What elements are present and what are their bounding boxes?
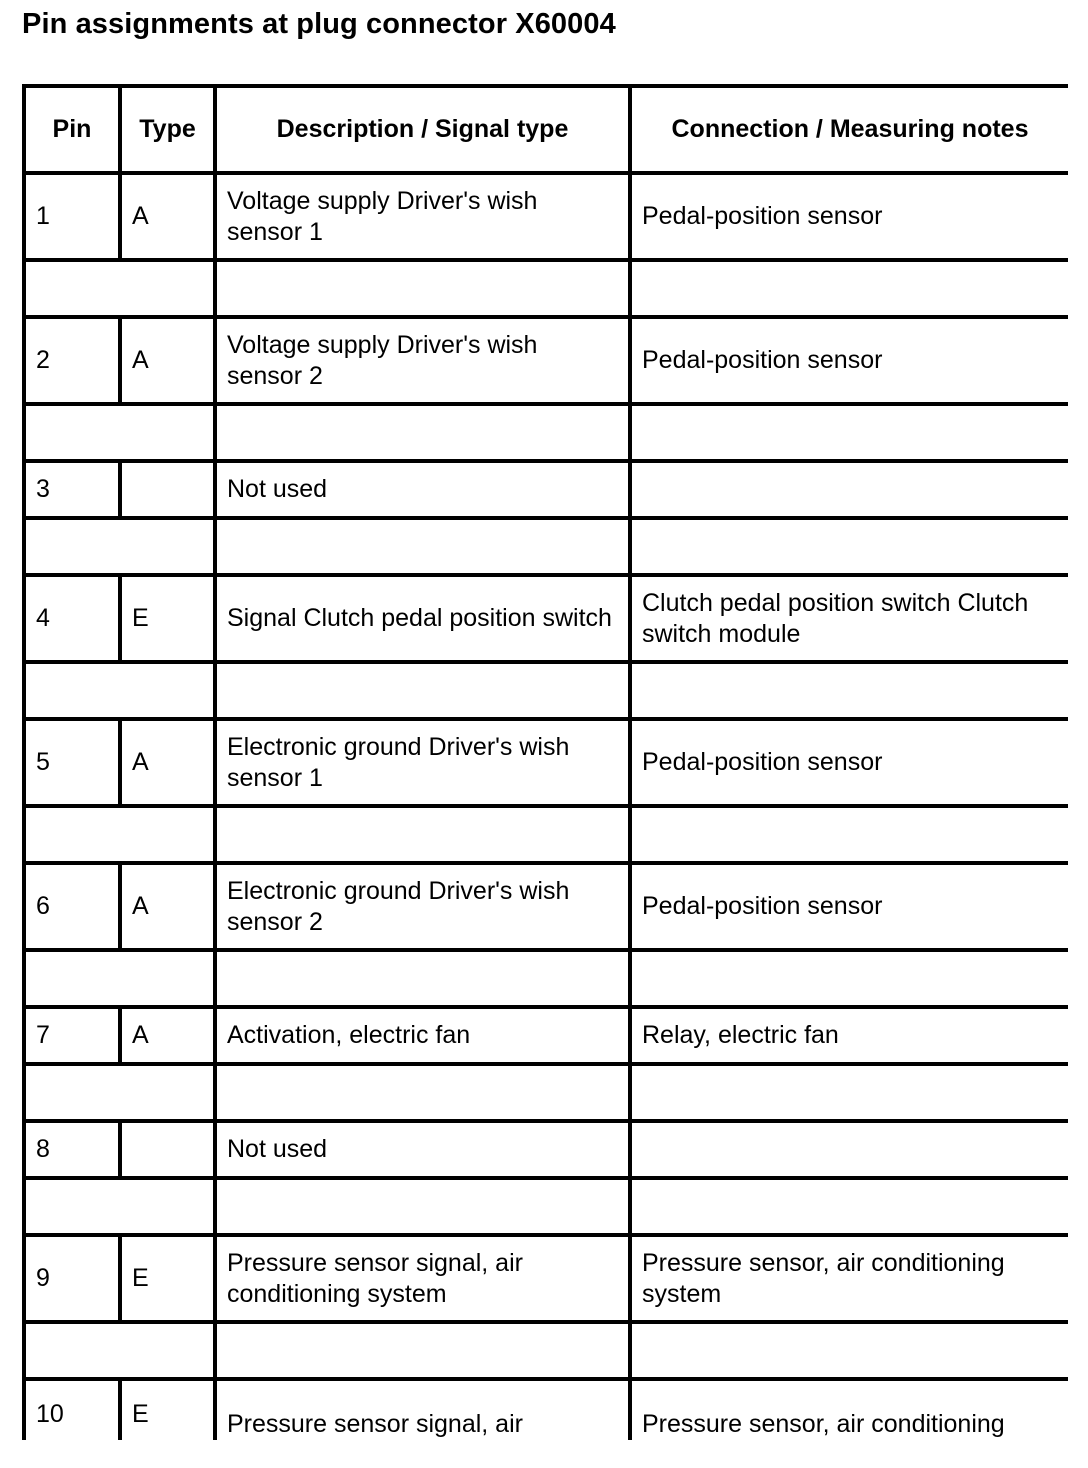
- pin-cell: 7: [24, 1007, 120, 1064]
- spacer-cell: [630, 1064, 1068, 1121]
- connection-cell: Pedal-position sensor: [630, 863, 1068, 950]
- pin-cell: 3: [24, 461, 120, 518]
- description-cell: Voltage supply Driver's wish sensor 2: [215, 317, 630, 404]
- pin-assignment-table: [22, 84, 1068, 1440]
- header-row: [24, 86, 1068, 173]
- spacer-cell: [24, 404, 215, 461]
- table-row: [24, 461, 1068, 518]
- spacer-cell: [630, 518, 1068, 575]
- spacer-row: [24, 260, 1068, 317]
- type-cell: [120, 461, 215, 518]
- spacer-row: [24, 1178, 1068, 1235]
- spacer-cell: [630, 404, 1068, 461]
- type-cell: E: [120, 1379, 215, 1440]
- table-row: [24, 1235, 1068, 1322]
- type-cell: A: [120, 863, 215, 950]
- pin-cell: 9: [24, 1235, 120, 1322]
- spacer-row: [24, 518, 1068, 575]
- pin-cell: 10: [24, 1379, 120, 1440]
- spacer-cell: [24, 806, 215, 863]
- spacer-row: [24, 1322, 1068, 1379]
- spacer-cell: [215, 404, 630, 461]
- spacer-row: [24, 1064, 1068, 1121]
- description-cell: Not used: [215, 1121, 630, 1178]
- header-description: Description / Signal type: [215, 86, 630, 173]
- spacer-cell: [24, 1322, 215, 1379]
- table-row: [24, 863, 1068, 950]
- pin-cell: 2: [24, 317, 120, 404]
- type-cell: E: [120, 575, 215, 662]
- spacer-cell: [630, 1322, 1068, 1379]
- page-title: Pin assignments at plug connector X60004: [22, 8, 616, 40]
- header-pin: Pin: [24, 86, 120, 173]
- spacer-cell: [215, 260, 630, 317]
- connection-cell: Pedal-position sensor: [630, 317, 1068, 404]
- pin-cell: 4: [24, 575, 120, 662]
- table-row: [24, 1379, 1068, 1440]
- connection-cell: [630, 461, 1068, 518]
- spacer-cell: [215, 1064, 630, 1121]
- spacer-cell: [215, 806, 630, 863]
- type-cell: A: [120, 1007, 215, 1064]
- connection-cell: Clutch pedal position switch Clutch switch module: [630, 575, 1068, 662]
- connection-cell: Pedal-position sensor: [630, 719, 1068, 806]
- connection-cell: Pressure sensor, air conditioning: [630, 1379, 1068, 1440]
- table-body: [24, 173, 1068, 1440]
- spacer-cell: [215, 662, 630, 719]
- spacer-cell: [24, 950, 215, 1007]
- type-cell: E: [120, 1235, 215, 1322]
- spacer-row: [24, 662, 1068, 719]
- description-cell: Activation, electric fan: [215, 1007, 630, 1064]
- description-cell: Voltage supply Driver's wish sensor 1: [215, 173, 630, 260]
- description-cell: Electronic ground Driver's wish sensor 1: [215, 719, 630, 806]
- type-cell: A: [120, 173, 215, 260]
- spacer-cell: [630, 950, 1068, 1007]
- table-row: [24, 1121, 1068, 1178]
- spacer-cell: [630, 806, 1068, 863]
- spacer-cell: [24, 260, 215, 317]
- type-cell: A: [120, 317, 215, 404]
- table-row: [24, 317, 1068, 404]
- connection-cell: Pressure sensor, air conditioning system: [630, 1235, 1068, 1322]
- pin-assignment-table-container: [22, 84, 1068, 1440]
- spacer-row: [24, 950, 1068, 1007]
- pin-cell: 1: [24, 173, 120, 260]
- description-cell: Pressure sensor signal, air: [215, 1379, 630, 1440]
- type-cell: [120, 1121, 215, 1178]
- header-type: Type: [120, 86, 215, 173]
- spacer-cell: [630, 260, 1068, 317]
- spacer-cell: [630, 1178, 1068, 1235]
- spacer-cell: [24, 1064, 215, 1121]
- pin-cell: 6: [24, 863, 120, 950]
- description-cell: Not used: [215, 461, 630, 518]
- table-row: [24, 173, 1068, 260]
- spacer-cell: [215, 1178, 630, 1235]
- header-connection: Connection / Measuring notes: [630, 86, 1068, 173]
- spacer-cell: [24, 662, 215, 719]
- table-row: [24, 575, 1068, 662]
- spacer-cell: [630, 662, 1068, 719]
- spacer-cell: [215, 518, 630, 575]
- spacer-cell: [24, 518, 215, 575]
- spacer-row: [24, 404, 1068, 461]
- description-cell: Signal Clutch pedal position switch: [215, 575, 630, 662]
- description-cell: Pressure sensor signal, air conditioning system: [215, 1235, 630, 1322]
- connection-cell: [630, 1121, 1068, 1178]
- table-row: [24, 719, 1068, 806]
- description-cell: Electronic ground Driver's wish sensor 2: [215, 863, 630, 950]
- pin-cell: 8: [24, 1121, 120, 1178]
- connection-cell: Pedal-position sensor: [630, 173, 1068, 260]
- pin-cell: 5: [24, 719, 120, 806]
- connection-cell: Relay, electric fan: [630, 1007, 1068, 1064]
- spacer-row: [24, 806, 1068, 863]
- table-row: [24, 1007, 1068, 1064]
- type-cell: A: [120, 719, 215, 806]
- spacer-cell: [24, 1178, 215, 1235]
- spacer-cell: [215, 950, 630, 1007]
- spacer-cell: [215, 1322, 630, 1379]
